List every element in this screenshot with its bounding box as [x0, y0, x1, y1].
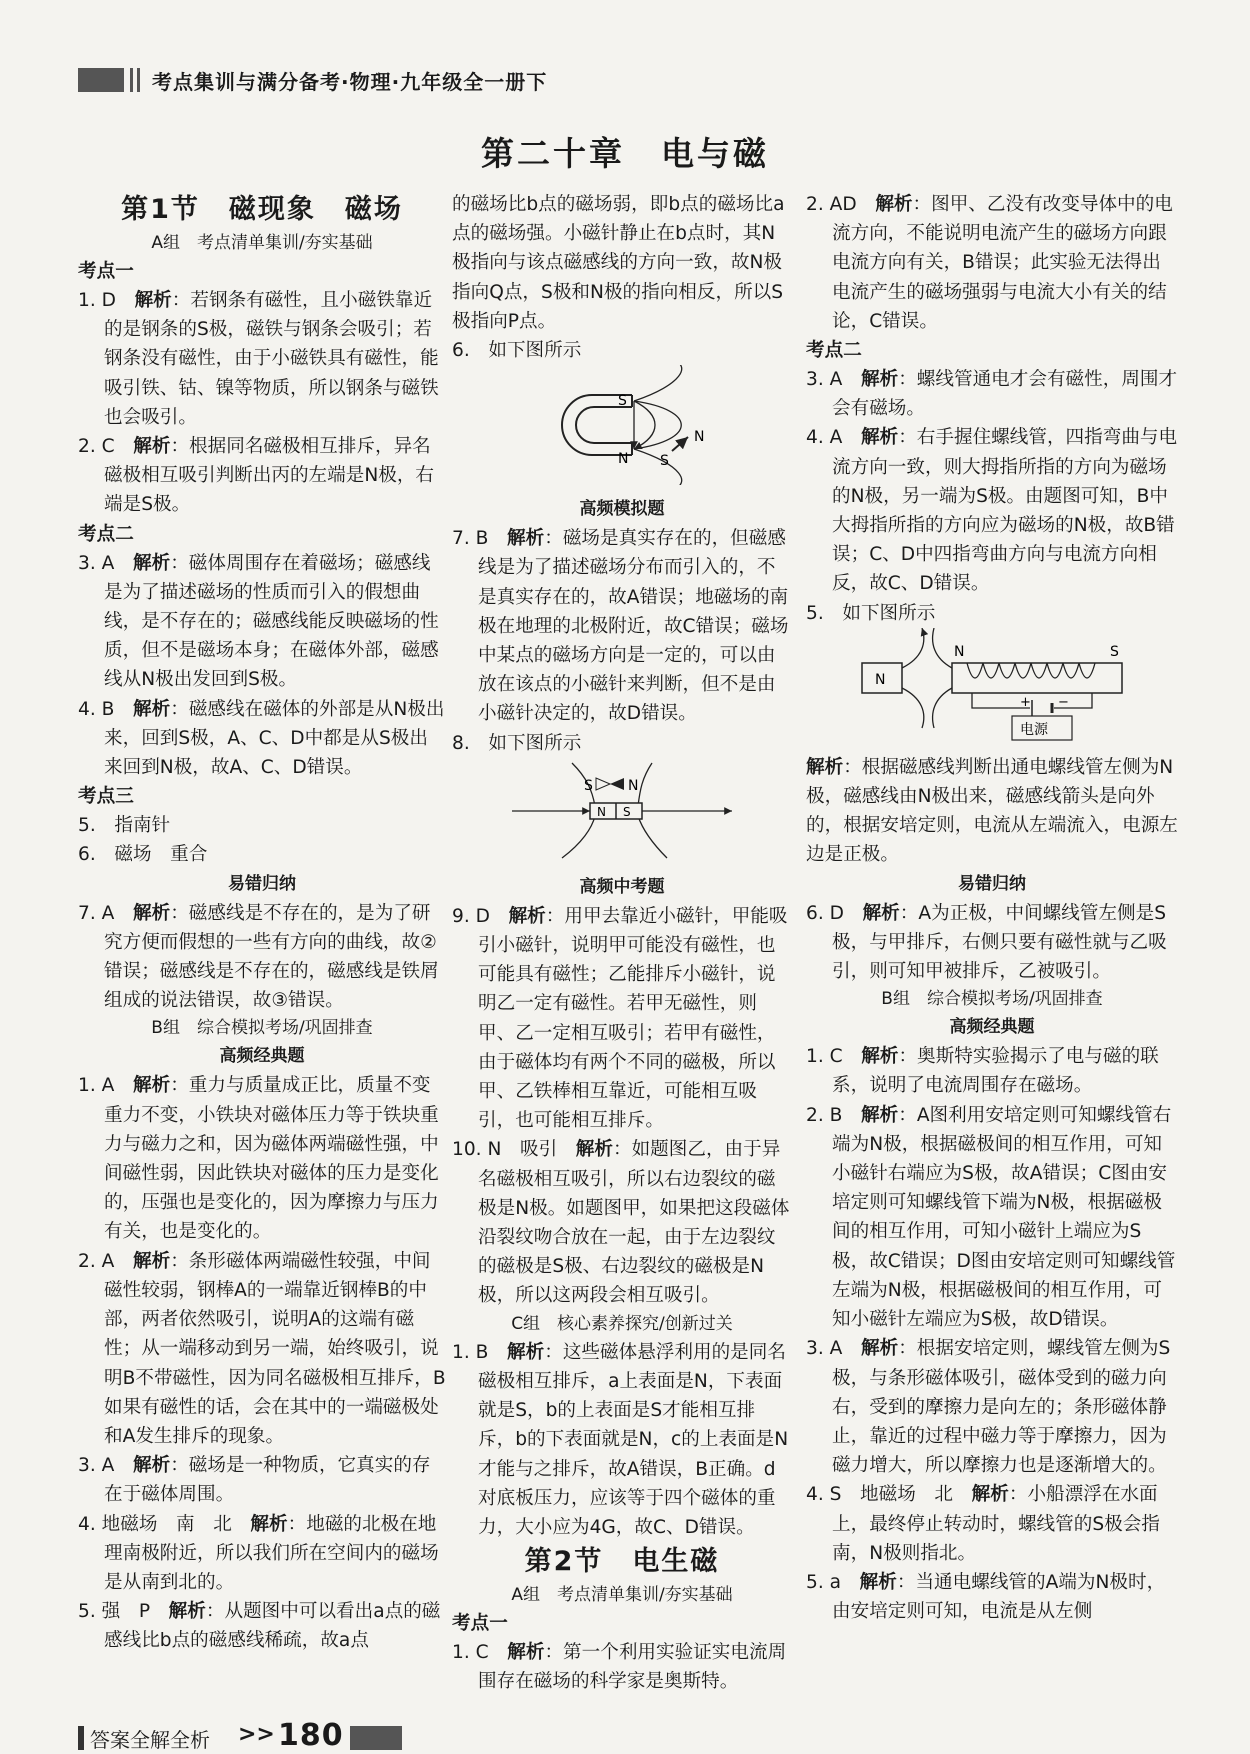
answer-text: ：地磁的北极在地理南极附近，所以我们所在空间内的磁场是从南到北的。 — [104, 1513, 439, 1593]
answer-item — [78, 1597, 446, 1655]
fig5-coil-n: N — [954, 643, 965, 660]
answer-text: 磁场 重合 — [114, 844, 208, 866]
answer-item — [806, 1568, 1178, 1626]
analysis-label: 解析 — [507, 1642, 545, 1664]
answer-text: ：若钢条有磁性，且小磁铁靠近的是钢条的S极，磁铁与钢条会吸引；若钢条没有磁性，由于小磁铁具有磁性，能吸引铁、钴、镍等物质，所以钢条与磁铁也会吸引。 — [104, 290, 439, 428]
section-title: 第1节 磁现象 磁场 — [121, 194, 403, 225]
kaodian-heading: 考点三 — [78, 786, 134, 808]
answer-item — [78, 811, 446, 840]
analysis-label: 解析 — [132, 1455, 171, 1477]
answer-text: ：螺线管通电才会有磁性，周围才会有磁场。 — [832, 369, 1178, 420]
answer-number: 3. A — [806, 1338, 843, 1360]
analysis-label: 解析 — [134, 290, 172, 311]
answer-number: 3. A — [78, 1455, 115, 1477]
fig8-magnet-n: N — [597, 804, 606, 819]
group-heading: C组 核心素养探究/创新过关 — [511, 1313, 733, 1334]
answer-number: 1. D — [78, 290, 116, 311]
answer-item — [78, 432, 446, 520]
analysis-label: 解析 — [860, 1338, 899, 1360]
answer-text: ：这些磁体悬浮利用的是同名磁极相互排斥，a上表面是N，下表面就是S，b的上表面是S才能相互排斥，b的下表面就是N，c的上表面是N才能与之排斥，故A错误，B正确。d对底板压力，应该等于四个磁体的重力，大小应为4G，故C、D错误。 — [478, 1341, 789, 1538]
answer-number: 9. D — [452, 905, 490, 927]
analysis-label: 解析 — [507, 1341, 545, 1363]
answer-number: 1. A — [78, 1075, 115, 1097]
sub-heading: 高频模拟题 — [579, 499, 665, 520]
analysis-label: 解析 — [862, 902, 900, 924]
answer-number: 6. — [78, 844, 96, 866]
analysis-label: 解析 — [861, 1104, 899, 1126]
fig8-container — [452, 758, 792, 873]
figure-bar-magnet — [492, 758, 752, 868]
fig6-needle-n: N — [694, 429, 705, 446]
answer-item — [78, 1247, 446, 1451]
answer-text: ：根据磁感线判断出通电螺线管左侧为N极，磁感线由N极出来，磁感线箭头是向外的，根据安培定则，电流从左端流入，电源左边是正极。 — [806, 756, 1178, 866]
fig5-container — [806, 628, 1178, 753]
answer-item — [806, 1334, 1178, 1480]
answer-number: 8. — [452, 732, 470, 754]
answer-number: 7. A — [78, 902, 115, 924]
answer-item — [806, 365, 1178, 423]
answer-text: 如下图所示 — [488, 732, 582, 754]
answer-number: 1. C — [806, 1046, 843, 1068]
answer-number: 2. B — [806, 1104, 843, 1126]
answer-item — [78, 899, 446, 1016]
group-heading: B组 综合模拟考场/巩固排查 — [151, 1018, 373, 1039]
answer-text: ：如题图乙，由于异名磁极相互吸引，所以右边裂纹的磁极是N极。如题图甲，如果把这段磁体沿裂纹吻合放在一起，由于左边裂纹的磁极是S极、右边裂纹的磁极是N极，所以这两段会相互吸引。 — [478, 1139, 790, 1307]
sub-heading: 高频经典题 — [949, 1017, 1035, 1038]
answer-number: 4. 地磁场 南 北 — [78, 1513, 232, 1535]
column-middle — [452, 190, 792, 1697]
fig6-needle-s: S — [660, 453, 669, 470]
fig8-needle-s: S — [584, 777, 593, 794]
answer-number: 10. N 吸引 — [452, 1139, 558, 1161]
answer-text: 如下图所示 — [842, 602, 936, 624]
analysis-label: 解析 — [860, 369, 899, 391]
answer-number: 7. B — [452, 528, 489, 550]
figure-solenoid — [842, 628, 1142, 748]
kaodian-heading: 考点一 — [78, 261, 134, 282]
answer-text: ：小船漂浮在水面上，最终停止转动时，螺线管的S极会指南，N极则指北。 — [832, 1484, 1160, 1564]
answer-text: 如下图所示 — [488, 340, 582, 362]
answer-number: 1. B — [452, 1341, 489, 1363]
footer-arrows: >> — [238, 1722, 275, 1747]
analysis-label: 解析 — [508, 905, 546, 927]
answer-text: ：从题图中可以看出a点的磁感线比b点的磁感线稀疏，故a点 — [104, 1601, 441, 1652]
answer-item — [806, 1042, 1178, 1100]
answer-number: 2. A — [78, 1250, 115, 1272]
answer-item — [452, 1135, 792, 1310]
answer-item — [78, 1071, 446, 1246]
analysis-label: 解析 — [806, 756, 844, 778]
answer-number: 2. C — [78, 436, 115, 458]
answer-text: 指南针 — [114, 815, 171, 837]
footer-label: 答案全解全析 — [90, 1728, 210, 1752]
fig5-coil-s: S — [1110, 643, 1119, 660]
answer-item — [452, 336, 792, 365]
footer-block — [350, 1726, 402, 1750]
sub-heading: 易错归纳 — [958, 873, 1026, 894]
fig5-minus: − — [1058, 694, 1069, 710]
chapter-title: 第二十章 电与磁 — [481, 134, 769, 173]
answer-number: 5. a — [806, 1571, 842, 1593]
answer-item — [78, 549, 446, 695]
answer-item — [806, 423, 1178, 598]
analysis-label: 解析 — [875, 194, 913, 215]
answer-text: ：根据安培定则，螺线管左侧为S极，与条形磁体吸引，磁体受到的磁力向右，受到的摩擦力是向左的；条形磁体静止，靠近的过程中磁力等于摩擦力，因为磁力增大，所以摩擦力也是逐渐增大的。 — [832, 1338, 1171, 1477]
analysis-label: 解析 — [132, 1075, 171, 1097]
answer-text: ：条形磁体两端磁性较强，中间磁性较弱，钢棒A的一端靠近钢棒B的中部，两者依然吸引，说明A的这端有磁性；从一端移动到另一端，始终吸引，说明B不带磁性，因为同名磁极相互排斥，B如果有磁性的话，会在其中的一端磁极处和A发生排斥的现象。 — [104, 1250, 446, 1447]
answer-item — [806, 190, 1178, 336]
fig5-plus: + — [1020, 694, 1031, 710]
answer-item — [806, 1101, 1178, 1335]
answer-item — [78, 840, 446, 869]
analysis-label: 解析 — [168, 1601, 206, 1623]
answer-text: ：A为正极，中间螺线管左侧是S极，与甲排斥，右侧只要有磁性就与乙吸引，则可知甲被排斥，乙被吸引。 — [832, 902, 1167, 983]
answer-text: ：当通电螺线管的A端为N极时，由安培定则可知，电流是从左侧 — [832, 1571, 1166, 1623]
answer-text: ：磁场是一种物质，它真实的存在于磁体周围。 — [104, 1455, 431, 1506]
fig6-s-label: S — [618, 393, 627, 410]
kaodian-heading: 考点二 — [806, 340, 862, 362]
analysis-label: 解析 — [132, 1250, 171, 1272]
answer-number: 2. AD — [806, 194, 857, 215]
header-bars — [130, 68, 140, 92]
answer-continuation — [806, 753, 1178, 870]
group-heading: A组 考点清单集训/夯实基础 — [151, 233, 373, 253]
answer-text: ：A图利用安培定则可知螺线管右端为N极，根据磁极间的相互作用，可知小磁针右端应为S极，故A错误；C图由安培定则可知螺线管下端为N极，根据磁极间的相互作用，可知小磁针上端应为S极，故C错误；D图由安培定则可知螺线管左端为N极，根据磁极间的相互作用，可知小磁针左端应为S极，故D错误。 — [832, 1104, 1176, 1331]
fig8-magnet-s: S — [623, 804, 631, 819]
page-footer — [78, 1718, 478, 1754]
analysis-label: 解析 — [575, 1139, 613, 1161]
answer-number: 3. A — [806, 369, 843, 391]
analysis-label: 解析 — [861, 1046, 899, 1068]
answer-text: ：磁感线是不存在的，是为了研究方便而假想的一些有方向的曲线，故②错误；磁感线是不存在的，磁感线是铁屑组成的说法错误，故③错误。 — [104, 902, 439, 1012]
answer-text: ：第一个利用实验证实电流周围存在磁场的科学家是奥斯特。 — [478, 1642, 787, 1693]
answer-number: 5. 强 P — [78, 1601, 151, 1623]
answer-continuation — [452, 190, 792, 336]
analysis-label: 解析 — [132, 902, 171, 924]
answer-item — [806, 599, 1178, 628]
answer-item — [452, 902, 792, 1136]
answer-number: 5. — [78, 815, 96, 837]
fig5-source-label: 电源 — [1020, 721, 1048, 738]
page-header — [78, 64, 1178, 98]
sub-heading: 易错归纳 — [228, 873, 296, 894]
analysis-label: 解析 — [133, 436, 171, 458]
answer-text: ：奥斯特实验揭示了电与磁的联系，说明了电流周围存在磁场。 — [832, 1046, 1159, 1097]
answer-number: 4. S 地磁场 北 — [806, 1484, 954, 1506]
analysis-label: 解析 — [132, 552, 171, 574]
analysis-label: 解析 — [250, 1513, 288, 1535]
answer-text: ：右手握住螺线管，四指弯曲与电流方向一致，则大拇指所指的方向为磁场的N极，另一端为S极。由题图可知，B中大拇指所指的方向应为磁场的N极，故B错误；C、D中四指弯曲方向与电流方向相反，故C、D错误。 — [832, 427, 1178, 595]
answer-number: 4. A — [806, 427, 843, 449]
column-right — [806, 190, 1178, 1626]
sub-heading: 高频经典题 — [219, 1046, 305, 1067]
answer-item — [78, 695, 446, 783]
analysis-label: 解析 — [133, 698, 171, 720]
answer-item — [806, 899, 1178, 987]
answer-text: ：重力与质量成正比，质量不变重力不变，小铁块对磁体压力等于铁块重力与磁力之和，因为磁体两端磁性强，中间磁性弱，因此铁块对磁体的压力是变化的，压强也是变化的，因为摩擦力与压力有关，也是变化的。 — [104, 1075, 439, 1243]
answer-item — [452, 524, 792, 728]
answer-item — [78, 286, 446, 432]
sub-heading: 高频中考题 — [579, 876, 665, 897]
section-title: 第2节 电生磁 — [524, 1546, 720, 1578]
kaodian-heading: 考点一 — [452, 1613, 508, 1635]
answer-item — [452, 729, 792, 758]
answer-item — [78, 1451, 446, 1509]
kaodian-heading: 考点二 — [78, 523, 134, 545]
header-title: 考点集训与满分备考·物理·九年级全一册下 — [152, 70, 548, 94]
figure-horseshoe-magnet — [522, 365, 722, 485]
analysis-label: 解析 — [971, 1484, 1009, 1506]
answer-number: 6. D — [806, 902, 844, 924]
answer-text: ：图甲、乙没有改变导体中的电流方向，不能说明电流产生的磁场方向跟电流方向有关，B错误；此实验无法得出电流产生的磁场强弱与电流大小有关的结论，C错误。 — [832, 194, 1173, 332]
answer-item — [78, 1510, 446, 1598]
group-heading: B组 综合模拟考场/巩固排查 — [881, 989, 1103, 1010]
answer-text: ：磁体周围存在着磁场；磁感线是为了描述磁场的性质而引入的假想曲线，是不存在的；磁感线能反映磁场的性质，但不是磁场本身；在磁体外部，磁感线从N极出发回到S极。 — [104, 552, 439, 691]
group-heading: A组 考点清单集训/夯实基础 — [511, 1585, 733, 1606]
analysis-label: 解析 — [860, 427, 899, 449]
answer-item — [452, 1338, 792, 1542]
fig5-magnet-n: N — [875, 671, 886, 688]
answer-item — [452, 1638, 792, 1696]
answer-number: 1. C — [452, 1642, 489, 1664]
answer-text: ：用甲去靠近小磁针，甲能吸引小磁针，说明甲可能没有磁性，也可能具有磁性；乙能排斥小磁针，说明乙一定有磁性。若甲无磁性，则甲、乙一定相互吸引；若甲有磁性，由于磁体均有两个不同的磁极，所以甲、乙铁棒相互靠近，可能相互吸引，也可能相互排斥。 — [478, 905, 788, 1132]
answer-number: 4. B — [78, 698, 115, 720]
answer-text: ：磁感线在磁体的外部是从N极出来，回到S极，A、C、D中都是从S极出来回到N极，故A、C、D错误。 — [104, 698, 445, 779]
answer-number: 5. — [806, 602, 824, 624]
footer-bar — [78, 1726, 84, 1750]
fig6-n-label: N — [618, 451, 629, 468]
answer-number: 6. — [452, 340, 470, 362]
answer-item — [806, 1480, 1178, 1568]
fig6-container — [452, 365, 792, 495]
answer-text: ：磁场是真实存在的，但磁感线是为了描述磁场分布而引入的，不是真实存在的，故A错误；地磁场的南极在地理的北极附近，故C错误；磁场中某点的磁场方向是一定的，可以由放在该点的小磁针来判断，但不是由小磁针决定的，故D错误。 — [478, 528, 789, 725]
answer-number: 3. A — [78, 552, 115, 574]
answer-text: 的磁场比b点的磁场弱，即b点的磁场比a点的磁场强。小磁针静止在b点时，其N极指向与该点磁感线的方向一致，故N极指向Q点，S极和N极的指向相反，所以S极指向P点。 — [452, 194, 785, 332]
answer-text: ：根据同名磁极相互排斥，异名磁极相互吸引判断出丙的左端是N极，右端是S极。 — [104, 436, 435, 516]
analysis-label: 解析 — [507, 528, 545, 550]
analysis-label: 解析 — [859, 1571, 897, 1593]
column-left — [78, 190, 446, 1656]
page-number: 180 — [278, 1718, 344, 1753]
header-block — [78, 68, 124, 92]
fig8-needle-n: N — [628, 777, 639, 794]
